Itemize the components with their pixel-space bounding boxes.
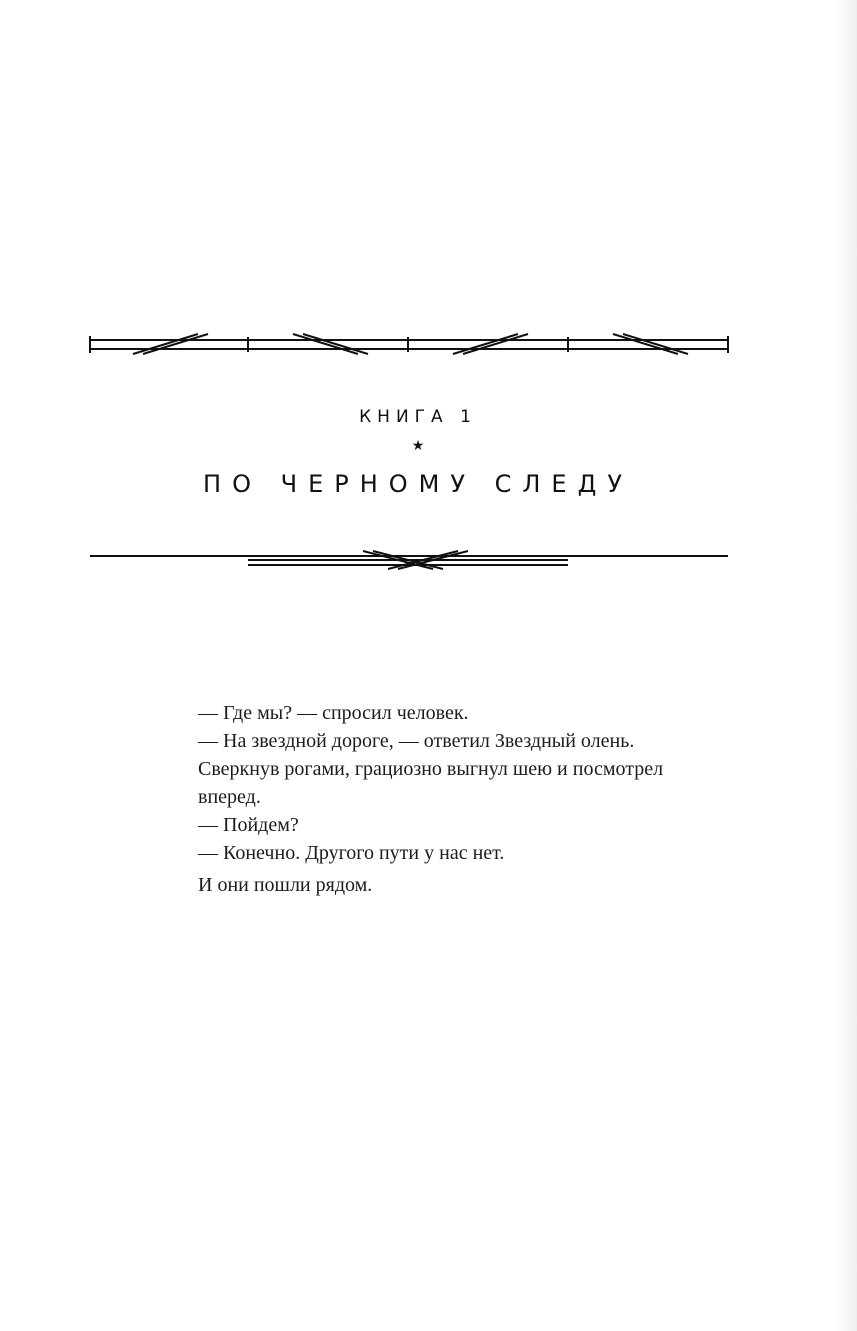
epigraph-line: — Где мы? — спросил человек. bbox=[198, 702, 469, 724]
book-title: ПО ЧЕРНОМУ СЛЕДУ bbox=[203, 470, 633, 498]
epigraph-line: — Конечно. Другого пути у нас нет. bbox=[198, 842, 505, 864]
bottom-ornament-divider bbox=[88, 545, 730, 573]
top-ornament-divider bbox=[88, 330, 730, 358]
book-number-label: КНИГА 1 bbox=[359, 407, 477, 427]
epigraph-line: — На звездной дороге, — ответил Звездный олень. bbox=[198, 730, 635, 752]
page-edge-shadow bbox=[836, 0, 857, 1331]
epigraph-line: И они пошли рядом. bbox=[198, 874, 373, 896]
star-icon: ★ bbox=[411, 438, 425, 454]
epigraph-line: Сверкнув рогами, грациозно выгнул шею и посмотрел bbox=[198, 758, 664, 780]
epigraph-line: — Пойдем? bbox=[198, 814, 299, 836]
epigraph-text bbox=[198, 699, 738, 899]
epigraph-line: вперед. bbox=[198, 786, 261, 808]
